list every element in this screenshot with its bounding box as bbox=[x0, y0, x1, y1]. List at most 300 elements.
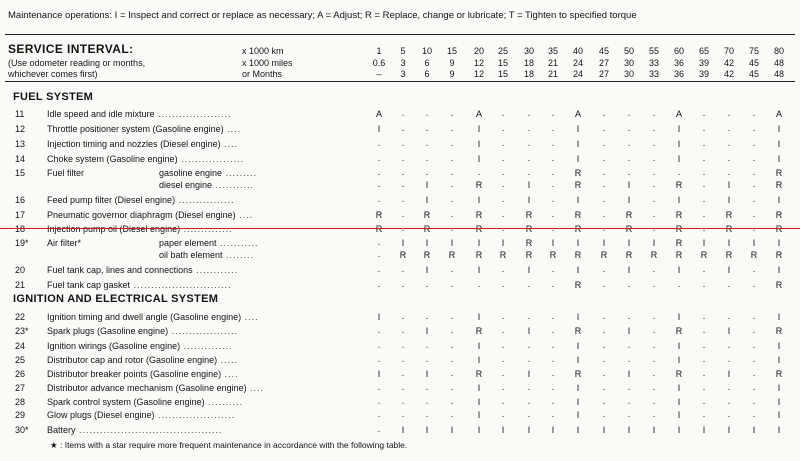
schedule-cell: I bbox=[727, 265, 731, 275]
schedule-cell: . bbox=[677, 279, 681, 290]
interval-miles-11: 30 bbox=[623, 58, 634, 68]
interval-km-12: 55 bbox=[648, 46, 659, 56]
interval-km-14: 65 bbox=[698, 46, 709, 56]
schedule-cell: . bbox=[527, 340, 531, 351]
interval-title: SERVICE INTERVAL: bbox=[8, 42, 134, 56]
item-sub-label-text: diesel engine bbox=[159, 180, 213, 190]
schedule-cell: . bbox=[551, 167, 555, 178]
schedule-cell: . bbox=[401, 108, 405, 119]
schedule-cell: . bbox=[450, 279, 454, 290]
schedule-cell: . bbox=[602, 354, 606, 365]
item-label-text: Fuel tank cap, lines and connections bbox=[47, 265, 193, 275]
schedule-cell: I bbox=[677, 410, 681, 420]
schedule-cell: . bbox=[702, 409, 706, 420]
schedule-cell: . bbox=[652, 311, 656, 322]
schedule-cell: I bbox=[477, 312, 481, 322]
schedule-cell: . bbox=[727, 167, 731, 178]
item-label-text: Spark plugs (Gasoline engine) bbox=[47, 326, 169, 336]
schedule-cell: . bbox=[752, 138, 756, 149]
schedule-cell: I bbox=[627, 265, 631, 275]
schedule-cell: . bbox=[627, 153, 631, 164]
schedule-cell: I bbox=[627, 369, 631, 379]
interval-km-6: 25 bbox=[497, 46, 508, 56]
leader-dots: .... bbox=[246, 383, 265, 393]
schedule-cell: R bbox=[525, 238, 533, 248]
item-number: 17 bbox=[15, 210, 26, 220]
schedule-cell: I bbox=[527, 326, 531, 336]
interval-miles-10: 27 bbox=[598, 58, 609, 68]
schedule-cell: R bbox=[448, 250, 456, 260]
schedule-cell: I bbox=[477, 124, 481, 134]
schedule-cell: . bbox=[450, 167, 454, 178]
interval-months-10: 27 bbox=[598, 69, 609, 79]
leader-dots: .... bbox=[220, 139, 239, 149]
section-ignition-electrical: IGNITION AND ELECTRICAL SYSTEM bbox=[13, 293, 219, 305]
schedule-cell: . bbox=[527, 123, 531, 134]
schedule-cell: I bbox=[527, 180, 531, 190]
schedule-cell: I bbox=[677, 195, 681, 205]
schedule-cell: I bbox=[377, 369, 381, 379]
schedule-cell: R bbox=[775, 369, 783, 379]
schedule-cell: . bbox=[501, 194, 505, 205]
schedule-cell: I bbox=[527, 425, 531, 435]
schedule-cell: . bbox=[401, 167, 405, 178]
item-number: 24 bbox=[15, 341, 26, 351]
schedule-cell: I bbox=[576, 425, 580, 435]
schedule-cell: . bbox=[752, 153, 756, 164]
unit-miles: x 1000 miles bbox=[242, 58, 293, 68]
schedule-cell: . bbox=[602, 123, 606, 134]
schedule-cell: . bbox=[752, 382, 756, 393]
schedule-cell: . bbox=[727, 123, 731, 134]
schedule-cell: . bbox=[652, 138, 656, 149]
item-label bbox=[47, 264, 238, 276]
schedule-cell: I bbox=[576, 383, 580, 393]
schedule-cell: . bbox=[652, 382, 656, 393]
schedule-cell: I bbox=[752, 238, 756, 248]
schedule-cell: . bbox=[450, 368, 454, 379]
schedule-cell: . bbox=[377, 396, 381, 407]
schedule-cell: . bbox=[702, 354, 706, 365]
schedule-cell: R bbox=[475, 180, 483, 190]
schedule-cell: . bbox=[752, 409, 756, 420]
item-sub-label bbox=[159, 167, 257, 179]
interval-miles-8: 21 bbox=[547, 58, 558, 68]
interval-months-8: 21 bbox=[547, 69, 558, 79]
item-label bbox=[47, 153, 244, 165]
schedule-cell: . bbox=[677, 167, 681, 178]
schedule-cell: I bbox=[425, 326, 429, 336]
schedule-cell: R bbox=[775, 224, 783, 234]
schedule-cell: I bbox=[777, 355, 781, 365]
schedule-cell: . bbox=[551, 123, 555, 134]
interval-miles-16: 45 bbox=[748, 58, 759, 68]
schedule-cell: R bbox=[475, 210, 483, 220]
schedule-cell: I bbox=[627, 425, 631, 435]
schedule-cell: I bbox=[777, 341, 781, 351]
item-number: 21 bbox=[15, 280, 26, 290]
item-label bbox=[47, 382, 264, 394]
schedule-cell: . bbox=[377, 179, 381, 190]
item-sub-label bbox=[159, 249, 254, 261]
schedule-cell: . bbox=[551, 325, 555, 336]
item-label bbox=[47, 108, 232, 120]
schedule-cell: . bbox=[527, 382, 531, 393]
schedule-cell: . bbox=[450, 153, 454, 164]
schedule-cell: I bbox=[602, 425, 606, 435]
schedule-cell: . bbox=[602, 279, 606, 290]
interval-miles-6: 15 bbox=[497, 58, 508, 68]
item-label bbox=[47, 194, 235, 206]
leader-dots: ............ bbox=[192, 265, 239, 275]
schedule-cell: I bbox=[576, 238, 580, 248]
schedule-cell: . bbox=[377, 138, 381, 149]
schedule-cell: I bbox=[450, 425, 454, 435]
item-label-text: Injection pump oil (Diesel engine) bbox=[47, 224, 181, 234]
schedule-cell: . bbox=[425, 167, 429, 178]
schedule-cell: I bbox=[401, 425, 405, 435]
schedule-cell: . bbox=[702, 382, 706, 393]
unit-months: or Months bbox=[242, 69, 283, 79]
item-label bbox=[47, 223, 233, 235]
schedule-cell: I bbox=[627, 326, 631, 336]
schedule-cell: . bbox=[450, 179, 454, 190]
schedule-cell: . bbox=[652, 264, 656, 275]
schedule-cell: . bbox=[377, 167, 381, 178]
schedule-cell: I bbox=[477, 195, 481, 205]
item-label-text: Fuel tank cap gasket bbox=[47, 280, 131, 290]
schedule-cell: . bbox=[551, 153, 555, 164]
schedule-cell: . bbox=[527, 279, 531, 290]
leader-dots: ......... bbox=[222, 168, 258, 178]
schedule-cell: . bbox=[551, 279, 555, 290]
schedule-cell: I bbox=[477, 154, 481, 164]
schedule-cell: . bbox=[401, 209, 405, 220]
item-label bbox=[47, 311, 259, 323]
interval-miles-13: 36 bbox=[673, 58, 684, 68]
schedule-cell: I bbox=[627, 195, 631, 205]
schedule-cell: I bbox=[576, 341, 580, 351]
schedule-cell: . bbox=[527, 108, 531, 119]
schedule-cell: R bbox=[775, 168, 783, 178]
schedule-cell: . bbox=[450, 108, 454, 119]
schedule-cell: . bbox=[627, 138, 631, 149]
schedule-cell: . bbox=[551, 223, 555, 234]
leader-dots: ..... bbox=[217, 355, 239, 365]
schedule-cell: . bbox=[425, 311, 429, 322]
schedule-cell: . bbox=[551, 264, 555, 275]
schedule-cell: . bbox=[727, 382, 731, 393]
item-label-text: Glow plugs (Diesel engine) bbox=[47, 410, 155, 420]
schedule-cell: R bbox=[700, 250, 708, 260]
item-number: 26 bbox=[15, 369, 26, 379]
schedule-cell: . bbox=[450, 396, 454, 407]
schedule-cell: I bbox=[477, 341, 481, 351]
schedule-cell: . bbox=[551, 179, 555, 190]
schedule-cell: . bbox=[752, 194, 756, 205]
item-label bbox=[47, 409, 235, 421]
schedule-cell: I bbox=[727, 425, 731, 435]
item-label bbox=[47, 209, 253, 221]
item-label-text: Air filter* bbox=[47, 238, 82, 248]
schedule-cell: . bbox=[501, 153, 505, 164]
interval-km-7: 30 bbox=[523, 46, 534, 56]
item-sub-label-text: gasoline engine bbox=[159, 168, 223, 178]
interval-months-3: 6 bbox=[424, 69, 430, 79]
item-label-text: Pneumatic governor diaphragm (Diesel engine) bbox=[47, 210, 236, 220]
leader-dots: ...................... bbox=[154, 410, 236, 420]
schedule-cell: . bbox=[551, 396, 555, 407]
interval-months-5: 12 bbox=[473, 69, 484, 79]
schedule-cell: I bbox=[477, 139, 481, 149]
schedule-cell: . bbox=[727, 311, 731, 322]
schedule-cell: I bbox=[377, 124, 381, 134]
schedule-cell: I bbox=[477, 238, 481, 248]
schedule-cell: I bbox=[425, 369, 429, 379]
schedule-cell: I bbox=[551, 238, 555, 248]
schedule-cell: I bbox=[677, 265, 681, 275]
schedule-cell: I bbox=[777, 383, 781, 393]
schedule-cell: R bbox=[375, 210, 383, 220]
schedule-cell: . bbox=[752, 340, 756, 351]
interval-months-11: 30 bbox=[623, 69, 634, 79]
schedule-cell: I bbox=[727, 326, 731, 336]
schedule-cell: R bbox=[475, 326, 483, 336]
schedule-cell: . bbox=[501, 325, 505, 336]
schedule-cell: . bbox=[527, 138, 531, 149]
schedule-cell: . bbox=[602, 382, 606, 393]
schedule-cell: . bbox=[752, 179, 756, 190]
schedule-cell: I bbox=[627, 238, 631, 248]
schedule-cell: . bbox=[401, 179, 405, 190]
interval-miles-7: 18 bbox=[523, 58, 534, 68]
schedule-cell: R bbox=[475, 250, 483, 260]
schedule-cell: I bbox=[477, 425, 481, 435]
schedule-cell: . bbox=[551, 194, 555, 205]
schedule-cell: R bbox=[675, 250, 683, 260]
interval-km-2: 5 bbox=[400, 46, 406, 56]
schedule-cell: . bbox=[425, 279, 429, 290]
schedule-cell: I bbox=[777, 312, 781, 322]
schedule-cell: I bbox=[425, 238, 429, 248]
item-number: 11 bbox=[15, 109, 25, 119]
schedule-cell: . bbox=[702, 368, 706, 379]
interval-subtitle-2: whichever comes first) bbox=[8, 69, 98, 79]
item-number: 28 bbox=[15, 397, 26, 407]
schedule-cell: . bbox=[602, 194, 606, 205]
item-number: 15 bbox=[15, 168, 26, 178]
schedule-cell: . bbox=[752, 223, 756, 234]
schedule-cell: . bbox=[377, 279, 381, 290]
item-number: 19* bbox=[15, 238, 29, 248]
schedule-cell: . bbox=[602, 340, 606, 351]
schedule-cell: I bbox=[576, 410, 580, 420]
schedule-cell: R bbox=[775, 180, 783, 190]
schedule-cell: . bbox=[627, 311, 631, 322]
schedule-cell: . bbox=[401, 223, 405, 234]
interval-months-2: 3 bbox=[400, 69, 406, 79]
item-number: 22 bbox=[15, 312, 26, 322]
schedule-cell: I bbox=[777, 265, 781, 275]
schedule-cell: . bbox=[401, 123, 405, 134]
schedule-cell: . bbox=[752, 209, 756, 220]
schedule-cell: R bbox=[525, 210, 533, 220]
leader-dots: ........... bbox=[212, 180, 255, 190]
schedule-cell: . bbox=[602, 138, 606, 149]
item-label-text: Distributor breaker points (Gasoline engine) bbox=[47, 369, 222, 379]
schedule-cell: . bbox=[527, 409, 531, 420]
footnote: ★ : Items with a star require more frequent maintenance in accordance with the following table. bbox=[50, 440, 408, 450]
schedule-cell: A bbox=[574, 109, 581, 119]
schedule-cell: I bbox=[501, 238, 505, 248]
schedule-cell: . bbox=[652, 153, 656, 164]
schedule-cell: . bbox=[450, 209, 454, 220]
schedule-cell: . bbox=[602, 409, 606, 420]
schedule-cell: . bbox=[450, 194, 454, 205]
schedule-cell: I bbox=[576, 154, 580, 164]
schedule-cell: I bbox=[602, 238, 606, 248]
schedule-cell: . bbox=[652, 325, 656, 336]
schedule-cell: . bbox=[727, 340, 731, 351]
schedule-cell: R bbox=[675, 369, 683, 379]
item-sub-label-text: oil bath element bbox=[159, 250, 223, 260]
schedule-cell: . bbox=[652, 194, 656, 205]
schedule-cell: . bbox=[401, 153, 405, 164]
interval-miles-1: 0.6 bbox=[372, 58, 386, 68]
interval-miles-3: 6 bbox=[424, 58, 430, 68]
schedule-cell: . bbox=[602, 223, 606, 234]
leader-dots: .............. bbox=[180, 224, 233, 234]
schedule-cell: . bbox=[702, 153, 706, 164]
schedule-cell: . bbox=[727, 108, 731, 119]
schedule-cell: . bbox=[377, 237, 381, 248]
schedule-cell: I bbox=[777, 154, 781, 164]
schedule-cell: . bbox=[377, 340, 381, 351]
interval-km-8: 35 bbox=[547, 46, 558, 56]
schedule-cell: . bbox=[752, 396, 756, 407]
leader-dots: .... bbox=[221, 369, 239, 379]
schedule-cell: R bbox=[549, 250, 557, 260]
schedule-cell: . bbox=[702, 123, 706, 134]
interval-miles-9: 24 bbox=[572, 58, 583, 68]
schedule-cell: . bbox=[450, 354, 454, 365]
interval-miles-17: 48 bbox=[773, 58, 784, 68]
schedule-cell: . bbox=[727, 153, 731, 164]
schedule-cell: I bbox=[576, 312, 580, 322]
schedule-cell: R bbox=[675, 238, 683, 248]
schedule-cell: . bbox=[377, 249, 381, 260]
item-label bbox=[47, 396, 243, 408]
schedule-cell: . bbox=[377, 409, 381, 420]
unit-km: x 1000 km bbox=[242, 46, 284, 56]
schedule-cell: . bbox=[627, 340, 631, 351]
schedule-cell: I bbox=[477, 397, 481, 407]
schedule-cell: . bbox=[425, 396, 429, 407]
schedule-cell: . bbox=[450, 264, 454, 275]
schedule-cell: . bbox=[425, 123, 429, 134]
interval-miles-14: 39 bbox=[698, 58, 709, 68]
schedule-cell: R bbox=[725, 250, 733, 260]
schedule-cell: I bbox=[777, 425, 781, 435]
interval-km-9: 40 bbox=[572, 46, 583, 56]
schedule-cell: . bbox=[527, 311, 531, 322]
schedule-cell: R bbox=[574, 210, 582, 220]
schedule-cell: . bbox=[727, 354, 731, 365]
schedule-cell: . bbox=[551, 209, 555, 220]
schedule-cell: I bbox=[425, 425, 429, 435]
schedule-cell: I bbox=[677, 312, 681, 322]
schedule-cell: . bbox=[652, 167, 656, 178]
schedule-cell: . bbox=[527, 396, 531, 407]
schedule-cell: R bbox=[725, 210, 733, 220]
schedule-cell: . bbox=[401, 354, 405, 365]
schedule-cell: . bbox=[450, 325, 454, 336]
schedule-cell: I bbox=[677, 154, 681, 164]
schedule-cell: . bbox=[401, 279, 405, 290]
schedule-cell: R bbox=[399, 250, 407, 260]
schedule-cell: . bbox=[752, 108, 756, 119]
leader-dots: .............. bbox=[180, 341, 233, 351]
schedule-cell: R bbox=[375, 224, 383, 234]
leader-dots: ............................ bbox=[130, 280, 232, 290]
schedule-cell: I bbox=[477, 355, 481, 365]
schedule-cell: I bbox=[527, 265, 531, 275]
interval-km-13: 60 bbox=[673, 46, 684, 56]
schedule-cell: . bbox=[627, 354, 631, 365]
schedule-cell: . bbox=[501, 123, 505, 134]
schedule-cell: R bbox=[625, 250, 633, 260]
schedule-cell: I bbox=[677, 124, 681, 134]
schedule-cell: I bbox=[576, 195, 580, 205]
schedule-cell: . bbox=[652, 209, 656, 220]
schedule-cell: . bbox=[627, 108, 631, 119]
schedule-cell: I bbox=[727, 180, 731, 190]
interval-km-5: 20 bbox=[473, 46, 484, 56]
schedule-cell: . bbox=[602, 179, 606, 190]
item-number: 12 bbox=[15, 124, 26, 134]
schedule-cell: . bbox=[501, 409, 505, 420]
item-label-text: Throttle positioner system (Gasoline engine) bbox=[47, 124, 224, 134]
schedule-cell: R bbox=[423, 224, 431, 234]
item-number: 16 bbox=[15, 195, 26, 205]
schedule-cell: . bbox=[551, 108, 555, 119]
schedule-cell: . bbox=[501, 223, 505, 234]
schedule-cell: . bbox=[401, 194, 405, 205]
schedule-cell: I bbox=[501, 425, 505, 435]
leader-dots: .... bbox=[241, 312, 259, 322]
item-number: 29 bbox=[15, 410, 26, 420]
schedule-cell: . bbox=[652, 223, 656, 234]
item-label-text: Ignition wirings (Gasoline engine) bbox=[47, 341, 181, 351]
schedule-cell: I bbox=[677, 341, 681, 351]
schedule-cell: R bbox=[423, 210, 431, 220]
schedule-cell: R bbox=[525, 250, 533, 260]
schedule-cell: . bbox=[551, 138, 555, 149]
item-label bbox=[47, 279, 232, 291]
leader-dots: .................. bbox=[177, 154, 245, 164]
item-label-text: Choke system (Gasoline engine) bbox=[47, 154, 178, 164]
leader-dots: ......................................... bbox=[75, 425, 223, 435]
schedule-cell: . bbox=[727, 279, 731, 290]
schedule-cell: . bbox=[450, 123, 454, 134]
schedule-cell: I bbox=[425, 195, 429, 205]
schedule-cell: . bbox=[727, 138, 731, 149]
schedule-cell: . bbox=[401, 368, 405, 379]
schedule-cell: . bbox=[702, 325, 706, 336]
schedule-cell: I bbox=[425, 180, 429, 190]
schedule-cell: . bbox=[401, 138, 405, 149]
interval-miles-4: 9 bbox=[449, 58, 455, 68]
